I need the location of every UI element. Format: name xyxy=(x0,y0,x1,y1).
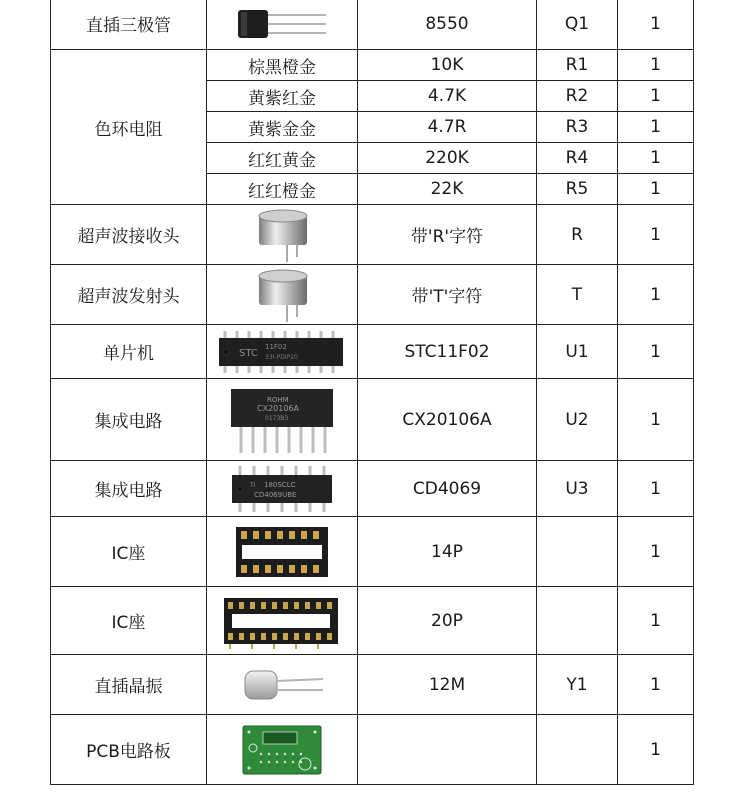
component-qty: 1 xyxy=(618,50,694,81)
component-model: 带'R'字符 xyxy=(358,205,537,265)
color-code: 棕黑橙金 xyxy=(207,50,358,81)
component-model: 8550 xyxy=(358,0,537,50)
mcu-chip-image xyxy=(217,329,347,375)
color-code: 红红橙金 xyxy=(207,174,358,205)
table-row xyxy=(51,379,694,461)
color-code: 黄紫金金 xyxy=(207,112,358,143)
component-qty: 1 xyxy=(618,715,694,785)
component-model xyxy=(358,715,537,785)
cd4069-chip-image xyxy=(230,464,334,514)
component-qty: 1 xyxy=(618,205,694,265)
color-code: 黄紫红金 xyxy=(207,81,358,112)
color-code: 红红黄金 xyxy=(207,143,358,174)
ultrasonic-transmitter-image xyxy=(237,267,327,323)
ultrasonic-receiver-image xyxy=(237,207,327,263)
component-model: 10K xyxy=(358,50,537,81)
component-ref: U2 xyxy=(537,379,618,461)
component-name: 单片机 xyxy=(51,325,207,379)
component-model: 带'T'字符 xyxy=(358,265,537,325)
component-ref: T xyxy=(537,265,618,325)
component-model: 220K xyxy=(358,143,537,174)
component-image xyxy=(207,517,358,587)
component-name: IC座 xyxy=(51,517,207,587)
component-table xyxy=(50,0,694,785)
component-model: CX20106A xyxy=(358,379,537,461)
crystal-oscillator-image xyxy=(237,663,327,707)
component-model: 4.7K xyxy=(358,81,537,112)
component-name: IC座 xyxy=(51,587,207,655)
transistor-image xyxy=(232,2,332,46)
component-qty: 1 xyxy=(618,517,694,587)
component-name: 直插晶振 xyxy=(51,655,207,715)
component-qty: 1 xyxy=(618,0,694,50)
component-name: 直插三极管 xyxy=(51,0,207,50)
component-ref: R2 xyxy=(537,81,618,112)
component-qty: 1 xyxy=(618,265,694,325)
component-ref: U1 xyxy=(537,325,618,379)
component-qty: 1 xyxy=(618,112,694,143)
component-qty: 1 xyxy=(618,325,694,379)
svg-text:CD4069UBE: CD4069UBE xyxy=(254,490,297,499)
svg-text:STC: STC xyxy=(239,347,258,359)
component-qty: 1 xyxy=(618,143,694,174)
component-image xyxy=(207,379,358,461)
component-image xyxy=(207,0,358,50)
ic-socket-20p-image xyxy=(222,592,342,650)
component-name: 集成电路 xyxy=(51,461,207,517)
table-row xyxy=(51,205,694,265)
component-name: PCB电路板 xyxy=(51,715,207,785)
component-ref xyxy=(537,587,618,655)
component-image xyxy=(207,265,358,325)
component-image xyxy=(207,325,358,379)
pcb-board-image xyxy=(241,724,323,776)
component-image xyxy=(207,715,358,785)
component-ref: R5 xyxy=(537,174,618,205)
component-qty: 1 xyxy=(618,655,694,715)
cx20106a-chip-image xyxy=(227,383,337,457)
component-image xyxy=(207,461,358,517)
ic-socket-14p-image xyxy=(232,523,332,581)
component-model: STC11F02 xyxy=(358,325,537,379)
table-row xyxy=(51,715,694,785)
component-qty: 1 xyxy=(618,587,694,655)
table-row xyxy=(51,655,694,715)
component-model: 12M xyxy=(358,655,537,715)
svg-text:ROHM: ROHM xyxy=(267,395,289,404)
table-row xyxy=(51,587,694,655)
component-model: 20P xyxy=(358,587,537,655)
component-qty: 1 xyxy=(618,379,694,461)
component-model: 22K xyxy=(358,174,537,205)
table-row xyxy=(51,517,694,587)
svg-text:CX20106A: CX20106A xyxy=(257,403,299,413)
component-image xyxy=(207,205,358,265)
component-ref: R xyxy=(537,205,618,265)
table-row xyxy=(51,50,694,81)
svg-text:0173B3: 0173B3 xyxy=(265,414,289,422)
component-ref: Q1 xyxy=(537,0,618,50)
svg-text:11F02: 11F02 xyxy=(265,342,287,351)
svg-text:180SCLC: 180SCLC xyxy=(264,480,296,489)
component-model: 4.7R xyxy=(358,112,537,143)
component-ref: R3 xyxy=(537,112,618,143)
component-qty: 1 xyxy=(618,81,694,112)
component-name: 超声波接收头 xyxy=(51,205,207,265)
component-qty: 1 xyxy=(618,461,694,517)
table-row xyxy=(51,325,694,379)
component-ref: Y1 xyxy=(537,655,618,715)
table-row xyxy=(51,461,694,517)
component-name: 集成电路 xyxy=(51,379,207,461)
component-ref xyxy=(537,715,618,785)
svg-text:TI: TI xyxy=(250,481,256,489)
component-model: 14P xyxy=(358,517,537,587)
component-name: 色环电阻 xyxy=(51,50,207,205)
table-row xyxy=(51,265,694,325)
svg-text:33I-PDIP20: 33I-PDIP20 xyxy=(265,353,298,361)
table-row xyxy=(51,0,694,50)
component-ref: U3 xyxy=(537,461,618,517)
component-model: CD4069 xyxy=(358,461,537,517)
component-ref: R1 xyxy=(537,50,618,81)
component-image xyxy=(207,587,358,655)
component-ref: R4 xyxy=(537,143,618,174)
component-qty: 1 xyxy=(618,174,694,205)
component-image xyxy=(207,655,358,715)
component-ref xyxy=(537,517,618,587)
component-name: 超声波发射头 xyxy=(51,265,207,325)
